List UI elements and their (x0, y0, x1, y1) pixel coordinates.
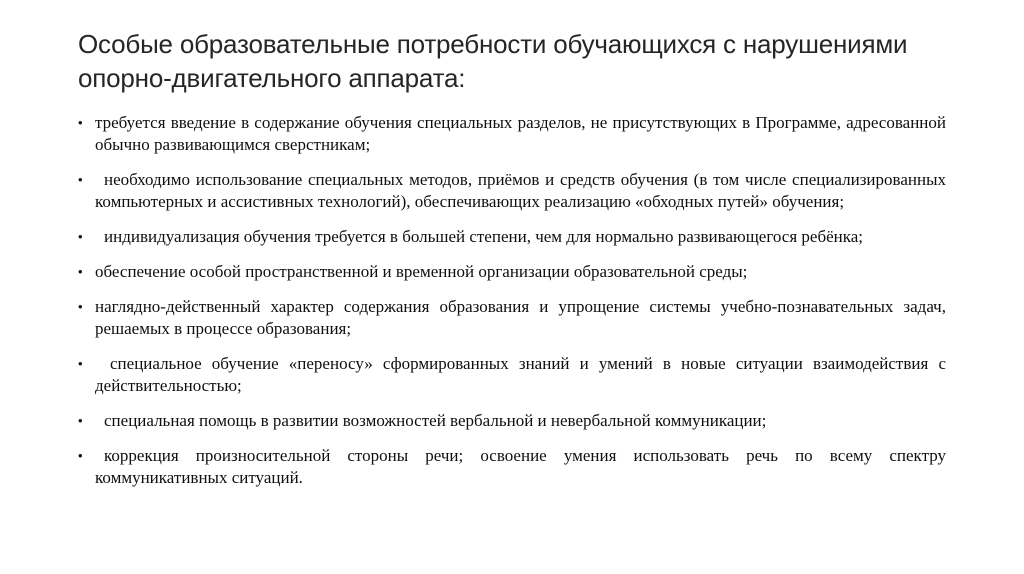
bullet-text: индивидуализация обучения требуется в большей степени, чем для нормально развивающегося ребёнка; (104, 227, 864, 246)
bullet-text: необходимо использование специальных методов, приёмов и средств обучения (в том числе специализированных компьютерных и ассистивных технологий), обеспечивающих реализацию «обходных путей» обучения; (95, 170, 946, 211)
bullet-marker: • (78, 299, 83, 314)
bullet-marker: • (78, 172, 83, 187)
bullet-item (78, 296, 946, 340)
bullet-marker: • (78, 229, 83, 244)
bullet-text: наглядно-действенный характер содержания образования и упрощение системы учебно-познавательных задач, решаемых в процессе образования; (95, 297, 946, 338)
bullet-marker: • (78, 115, 83, 130)
bullet-text: специальное обучение «переносу» сформированных знаний и умений в новые ситуации взаимодействия с действительностью; (95, 354, 946, 395)
bullet-text: коррекция произносительной стороны речи; освоение умения использовать речь по всему спектру коммуникативных ситуаций. (95, 446, 946, 487)
bullet-text: специальная помощь в развитии возможностей вербальной и невербальной коммуникации; (104, 411, 767, 430)
bullet-item (78, 445, 946, 489)
bullet-item (78, 261, 946, 283)
bullet-marker: • (78, 413, 83, 428)
slide-title: Особые образовательные потребности обучающихся с нарушениями опорно-двигательного аппарата: (78, 29, 908, 93)
bullet-item (78, 353, 946, 397)
bullet-marker: • (78, 264, 83, 279)
bullet-item (78, 226, 946, 248)
bullet-item (78, 112, 946, 156)
bullet-list (78, 112, 946, 489)
bullet-item (78, 410, 946, 432)
bullet-text: обеспечение особой пространственной и временной организации образовательной среды; (95, 262, 748, 281)
bullet-marker: • (78, 356, 83, 371)
bullet-item (78, 169, 946, 213)
bullet-marker: • (78, 448, 83, 463)
bullet-text: требуется введение в содержание обучения специальных разделов, не присутствующих в Программе, адресованной обычно развивающимся сверстникам; (95, 113, 946, 154)
